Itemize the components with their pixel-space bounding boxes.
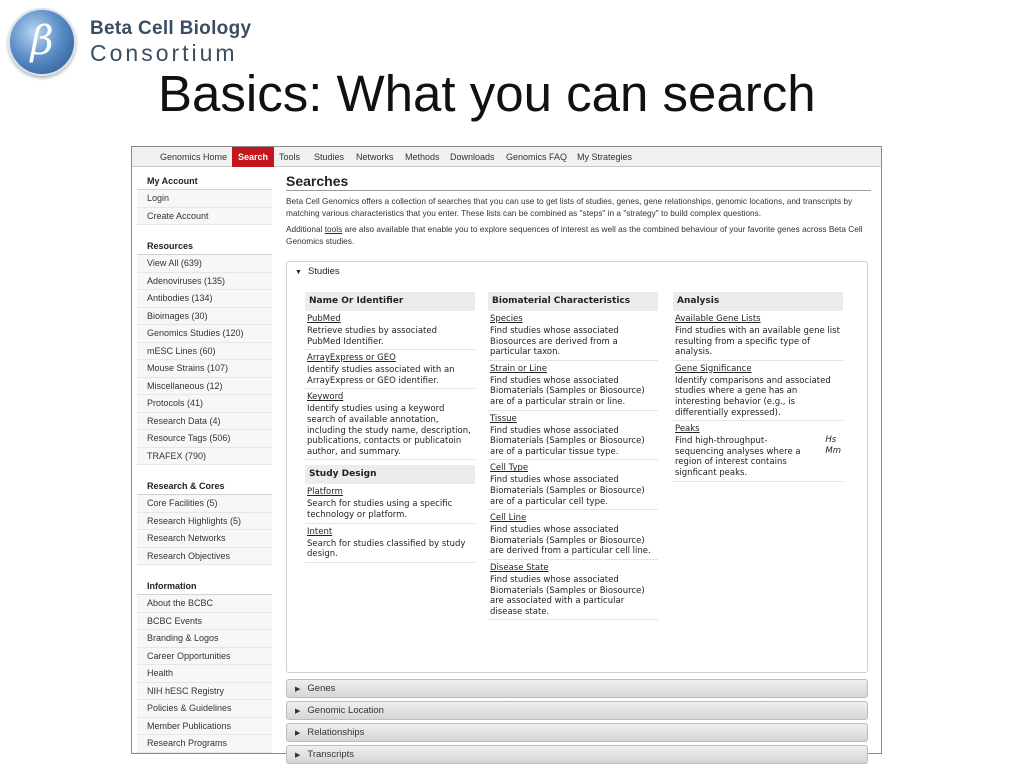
caret-right-icon: ▶ — [295, 686, 301, 693]
tools-paragraph — [286, 223, 871, 247]
column-analysis — [673, 292, 843, 482]
sidebar-item-info[interactable]: Career Opportunities — [137, 648, 272, 666]
main-content — [286, 173, 871, 760]
search-link-arrayexpress[interactable]: ArrayExpress or GEO — [307, 353, 396, 364]
nav-studies[interactable]: Studies — [314, 152, 345, 162]
top-nav — [132, 147, 881, 167]
nav-genomics-faq[interactable]: Genomics FAQ — [506, 152, 568, 162]
search-entry — [305, 311, 475, 350]
sidebar-item-core[interactable]: Core Facilities (5) — [137, 495, 272, 513]
search-entry — [488, 460, 658, 510]
nav-methods[interactable]: Methods — [405, 152, 440, 162]
sidebar-item-info[interactable]: Policies & Guidelines — [137, 700, 272, 718]
tools-paragraph-start: Additional — [286, 224, 325, 234]
search-entry — [305, 389, 475, 460]
search-description: Identify studies associated with an ArrayExpress or GEO identifier. — [307, 365, 455, 386]
brand-name-line1: Beta Cell Biology — [90, 18, 252, 39]
search-link-gene-lists[interactable]: Available Gene Lists — [675, 314, 761, 324]
sidebar-item-info[interactable]: Research Programs — [137, 735, 272, 753]
search-description: Find studies whose associated Biomaterials (Samples or Biosource) are derived from a particular cell line. — [490, 525, 651, 557]
search-entry — [488, 560, 658, 620]
search-description: Find studies whose associated Biomaterials (Samples or Biosource) are of a particular tissue type. — [490, 425, 645, 457]
bcbc-logo — [8, 8, 76, 76]
page-title: Searches — [286, 173, 871, 191]
sidebar-item-resource[interactable]: View All (639) — [137, 255, 272, 273]
search-description: Retrieve studies by associated PubMed Identifier. — [307, 326, 437, 347]
search-link-gene-significance[interactable]: Gene Significance — [675, 363, 752, 374]
sidebar-item-core[interactable]: Research Networks — [137, 530, 272, 548]
sidebar-item-resource[interactable]: mESC Lines (60) — [137, 343, 272, 361]
sidebar-item-resource[interactable]: Research Data (4) — [137, 413, 272, 431]
search-entry — [488, 510, 658, 560]
sidebar-item-resource[interactable]: Resource Tags (506) — [137, 430, 272, 448]
studies-panel — [286, 261, 868, 673]
section-relationships[interactable] — [286, 723, 868, 742]
column-biomaterial — [488, 292, 658, 620]
sidebar-item-core[interactable]: Research Highlights (5) — [137, 513, 272, 531]
column-name-or-identifier — [305, 292, 475, 563]
caret-right-icon: ▶ — [295, 708, 301, 715]
sidebar-item-resource[interactable]: Protocols (41) — [137, 395, 272, 413]
search-entry — [673, 361, 843, 421]
sidebar-item-resource[interactable]: Mouse Strains (107) — [137, 360, 272, 378]
section-label: Genomic Location — [307, 705, 384, 716]
search-description: Identify studies using a keyword search of available annotation, including the study name, description, publications, contacts or publicatoin author, and summary. — [307, 404, 471, 457]
search-link-strain[interactable]: Strain or Line — [490, 363, 547, 374]
sidebar-item-resource[interactable]: Antibodies (134) — [137, 290, 272, 308]
sidebar-item-login[interactable]: Login — [137, 190, 272, 208]
search-description: Identify comparisons and associated studies where a gene has an interesting behavior (e.g., is differentially expressed). — [675, 375, 831, 418]
brand-name-line2: Consortium — [90, 40, 238, 66]
search-description: Find studies whose associated Biomaterials (Samples or Biosource) are of a particular cell type. — [490, 475, 645, 507]
sidebar-item-info[interactable]: BCBC Events — [137, 613, 272, 631]
nav-search[interactable]: Search — [232, 147, 274, 167]
species-tag: Hs — [825, 435, 837, 446]
sidebar-item-resource[interactable]: Genomics Studies (120) — [137, 325, 272, 343]
search-entry — [305, 484, 475, 523]
section-label: Transcripts — [307, 749, 355, 760]
section-label: Genes — [307, 683, 336, 694]
caret-right-icon: ▶ — [295, 752, 301, 759]
nav-genomics-home[interactable]: Genomics Home — [160, 152, 228, 162]
search-link-tissue[interactable]: Tissue — [490, 413, 517, 424]
species-tag: Mm — [825, 445, 841, 456]
sidebar-heading-resources: Resources — [137, 238, 272, 255]
search-link-platform[interactable]: Platform — [307, 487, 343, 498]
search-entry — [488, 411, 658, 461]
search-link-disease-state[interactable]: Disease State — [490, 562, 549, 573]
column-heading: Biomaterial Characteristics — [488, 292, 658, 311]
search-link-cell-type[interactable]: Cell Type — [490, 463, 529, 474]
search-description: Find studies whose associated Biomaterials (Samples or Biosource) are of a particular strain or line. — [490, 375, 645, 407]
sidebar — [137, 173, 272, 753]
studies-toggle[interactable] — [295, 266, 340, 277]
search-link-pubmed[interactable]: PubMed — [307, 314, 341, 324]
column-heading: Analysis — [673, 292, 843, 311]
sidebar-item-create-account[interactable]: Create Account — [137, 208, 272, 226]
search-link-keyword[interactable]: Keyword — [307, 392, 344, 403]
screenshot-frame — [131, 146, 882, 760]
sidebar-item-resource[interactable]: Bioimages (30) — [137, 308, 272, 326]
sidebar-item-info[interactable]: Member Publications — [137, 718, 272, 736]
logo-glyph: β — [30, 18, 54, 64]
search-link-intent[interactable]: Intent — [307, 526, 333, 537]
sidebar-item-core[interactable]: Research Objectives — [137, 548, 272, 566]
caret-down-icon: ▼ — [295, 269, 302, 276]
section-genomic-location[interactable] — [286, 701, 868, 720]
search-link-species[interactable]: Species — [490, 314, 523, 324]
search-entry — [305, 524, 475, 563]
section-transcripts[interactable] — [286, 745, 868, 764]
caret-right-icon: ▶ — [295, 730, 301, 737]
nav-networks[interactable]: Networks — [356, 152, 394, 162]
sidebar-heading-cores: Research & Cores — [137, 478, 272, 495]
search-entry — [673, 311, 843, 361]
sidebar-item-resource[interactable]: TRAFEX (790) — [137, 448, 272, 466]
tools-paragraph-end: are also available that enable you to explore sequences of interest as well as the combined behaviour of your favorite genes across Beta Cell Genomics studies. — [286, 224, 863, 246]
studies-label: Studies — [307, 266, 340, 277]
tools-link[interactable]: tools — [324, 224, 343, 234]
nav-my-strategies[interactable]: My Strategies — [577, 152, 633, 162]
sidebar-item-info[interactable]: NIH hESC Registry — [137, 683, 272, 701]
search-description: Find high-throughput-sequencing analyses where a region of interest contains signficant peaks. — [675, 436, 801, 478]
sidebar-heading-information: Information — [137, 578, 272, 595]
search-description: Find studies with an available gene list resulting from a specific type of analysis. — [675, 326, 840, 358]
search-link-peaks[interactable]: Peaks — [675, 424, 700, 435]
section-label: Relationships — [307, 727, 365, 738]
search-link-cell-line[interactable]: Cell Line — [490, 513, 527, 524]
slide-title: Basics: What you can search — [158, 65, 816, 122]
sidebar-item-info[interactable]: Branding & Logos — [137, 630, 272, 648]
search-description: Search for studies using a specific technology or platform. — [307, 499, 453, 520]
search-description: Search for studies classified by study design. — [307, 538, 466, 560]
search-entry — [488, 311, 658, 361]
search-description: Find studies whose associated Biosources are derived from a particular taxon. — [490, 326, 619, 358]
peaks-row — [675, 435, 841, 478]
search-entry — [488, 361, 658, 411]
intro-paragraph: Beta Cell Genomics offers a collection of searches that you can use to get lists of studies, genes, gene relationships, genomic locations, and transcripts by matching various characteristics that you enter. These lists can be combined as "steps" in a "strategy" to build complex questions. — [286, 196, 853, 218]
column-heading: Study Design — [305, 465, 475, 484]
sidebar-item-info[interactable]: Health — [137, 665, 272, 683]
section-genes[interactable] — [286, 679, 868, 698]
species-tags — [825, 435, 841, 478]
sidebar-item-resource[interactable]: Adenoviruses (135) — [137, 273, 272, 291]
sidebar-item-resource[interactable]: Miscellaneous (12) — [137, 378, 272, 396]
search-description: Find studies whose associated Biomaterials (Samples or Biosource) are associated with a particular disease state. — [490, 574, 645, 617]
sidebar-item-info[interactable]: About the BCBC — [137, 595, 272, 613]
search-entry — [673, 421, 843, 481]
search-entry — [305, 350, 475, 389]
column-heading: Name Or Identifier — [305, 292, 475, 311]
nav-downloads[interactable]: Downloads — [450, 152, 495, 162]
nav-tools[interactable]: Tools — [279, 152, 301, 162]
sidebar-heading-account: My Account — [137, 173, 272, 190]
